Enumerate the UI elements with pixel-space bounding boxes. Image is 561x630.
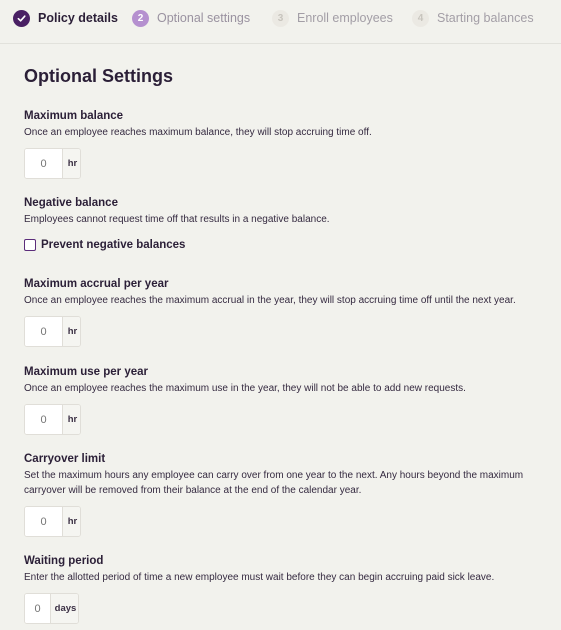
section-heading: Waiting period <box>24 555 104 567</box>
checkbox-label[interactable]: Prevent negative balances <box>41 239 186 251</box>
section-heading: Carryover limit <box>24 453 106 465</box>
step-label: Policy details <box>38 11 118 25</box>
section-description: Once an employee reaches the maximum accrual in the year, they will stop accruing time off until the next year. <box>24 295 516 306</box>
maximum-use-field <box>24 404 81 435</box>
step-label: Optional settings <box>157 11 251 25</box>
section-description: Employees cannot request time off that results in a negative balance. <box>24 214 330 225</box>
section-maximum-use <box>24 365 554 435</box>
maximum-accrual-field <box>24 316 81 347</box>
unit-label: hr <box>62 317 81 346</box>
waiting-period-field <box>24 593 79 624</box>
step-optional-settings[interactable] <box>132 8 250 28</box>
page-title: Optional Settings <box>24 66 174 86</box>
unit-label: hr <box>62 507 81 536</box>
maximum-use-input[interactable] <box>25 405 62 434</box>
step-enroll-employees[interactable] <box>272 8 393 28</box>
section-description: Once an employee reaches the maximum use in the year, they will not be able to add new requests. <box>24 383 466 394</box>
section-maximum-accrual <box>24 277 554 347</box>
waiting-period-input[interactable] <box>25 594 50 623</box>
section-description: Enter the allotted period of time a new employee must wait before they can begin accruing paid sick leave. <box>24 572 495 583</box>
check-icon <box>13 10 30 27</box>
step-policy-details[interactable] <box>13 8 118 28</box>
step-number: 2 <box>132 10 149 27</box>
progress-stepper <box>0 0 561 44</box>
section-maximum-balance <box>24 109 554 179</box>
unit-label: hr <box>62 405 81 434</box>
unit-label: hr <box>62 149 81 178</box>
step-number: 3 <box>272 10 289 27</box>
step-number: 4 <box>412 10 429 27</box>
maximum-balance-field <box>24 148 81 179</box>
section-heading: Negative balance <box>24 197 118 209</box>
maximum-accrual-input[interactable] <box>25 317 62 346</box>
carryover-limit-input[interactable] <box>25 507 62 536</box>
step-label: Enroll employees <box>297 11 393 25</box>
section-negative-balance <box>24 196 554 251</box>
step-label: Starting balances <box>437 11 534 25</box>
prevent-negative-row[interactable] <box>24 239 554 251</box>
prevent-negative-checkbox[interactable] <box>24 239 36 251</box>
section-description: Once an employee reaches maximum balance, they will stop accruing time off. <box>24 127 372 138</box>
section-heading: Maximum accrual per year <box>24 278 169 290</box>
maximum-balance-input[interactable] <box>25 149 62 178</box>
unit-label: days <box>50 594 79 623</box>
section-heading: Maximum balance <box>24 110 124 122</box>
carryover-limit-field <box>24 506 81 537</box>
section-description: Set the maximum hours any employee can carry over from one year to the next. Any hours beyond the maximum carryover will be removed from their balance at the end of the calendar year. <box>24 470 524 496</box>
section-heading: Maximum use per year <box>24 366 149 378</box>
step-starting-balances[interactable] <box>412 8 534 28</box>
section-waiting-period <box>24 554 554 624</box>
section-carryover-limit <box>24 452 554 537</box>
